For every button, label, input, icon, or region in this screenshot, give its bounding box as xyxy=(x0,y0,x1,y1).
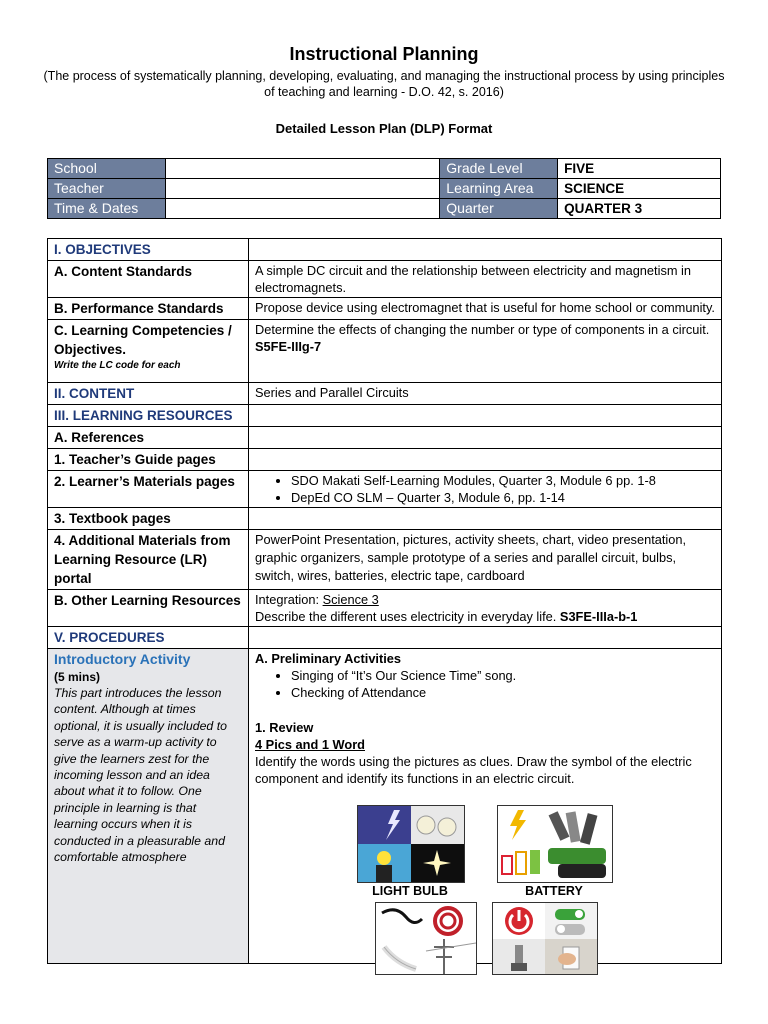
quarter-label: Quarter xyxy=(440,199,558,219)
objectives-value xyxy=(249,239,722,261)
teacher-value xyxy=(165,179,439,199)
textbook-value xyxy=(249,508,722,530)
performance-standards-text: Propose device using electromagnet that is useful for home school or community. xyxy=(249,298,722,320)
references-label: A. References xyxy=(48,427,249,449)
other-resources-label: B. Other Learning Resources xyxy=(48,590,249,627)
teacher-label: Teacher xyxy=(48,179,166,199)
time-label: Time & Dates xyxy=(48,199,166,219)
intro-mins: (5 mins) xyxy=(54,670,101,684)
intro-text: This part introduces the lesson content. Although at times optional, it is usually included to serve as a warm-up activity to give the learners zest for the incoming lesson and an idea about what it to follow. One principle in learning is that learning occurs when it is conducted in a pleasurable and comfortable atmosphere xyxy=(54,686,227,865)
battery-pictures xyxy=(497,805,613,883)
objectives-heading: I. OBJECTIVES xyxy=(48,239,249,261)
prelim-label: A. Preliminary Activities xyxy=(255,651,402,666)
content-standards-label: A. Content Standards xyxy=(48,261,249,298)
light-bulb-label: LIGHT BULB xyxy=(372,884,448,898)
page-subtitle: (The process of systematically planning, developing, evaluating, and managing the instructional process by using principles of teaching and learning - D.O. 42, s. 2016) xyxy=(43,69,725,99)
procedures-value xyxy=(249,627,722,649)
time-value xyxy=(165,199,439,219)
battery-label: BATTERY xyxy=(525,884,583,898)
content-standards-text: A simple DC circuit and the relationship between electricity and magnetism in electromagnets. xyxy=(249,261,722,298)
wire-pictures xyxy=(375,902,477,975)
grade-value: FIVE xyxy=(558,159,721,179)
learners-materials-label: 2. Learner’s Materials pages xyxy=(48,471,249,508)
resources-value xyxy=(249,405,722,427)
quarter-value: QUARTER 3 xyxy=(558,199,721,219)
competencies-code: S5FE-IIIg-7 xyxy=(255,339,322,354)
school-label: School xyxy=(48,159,166,179)
resources-heading: III. LEARNING RESOURCES xyxy=(48,405,249,427)
integration-prefix: Integration: xyxy=(255,592,323,607)
prelim-list xyxy=(255,667,715,701)
competencies-note: Write the LC code for each xyxy=(54,360,181,371)
review-label: 1. Review xyxy=(255,720,314,735)
review-text: Identify the words using the pictures as clues. Draw the symbol of the electric component and identify its functions in an electric circuit. xyxy=(255,754,692,786)
format-title: Detailed Lesson Plan (DLP) Format xyxy=(275,121,493,136)
introductory-activity-cell xyxy=(48,649,249,964)
list-item: • DepEd CO SLM – Quarter 3, Module 6, pp. 1-14 xyxy=(291,489,715,506)
list-item: • SDO Makati Self-Learning Modules, Quarter 3, Module 6 pp. 1-8 xyxy=(291,472,715,489)
competencies-text: Determine the effects of changing the number or type of components in a circuit. xyxy=(255,322,710,337)
area-value: SCIENCE xyxy=(558,179,721,199)
teachers-guide-value xyxy=(249,449,722,471)
grade-label: Grade Level xyxy=(440,159,558,179)
integration-subject: Science 3 xyxy=(322,592,379,607)
competencies-label: C. Learning Competencies / Objectives. xyxy=(54,323,232,357)
info-table xyxy=(47,158,721,219)
competencies-text-cell xyxy=(249,320,722,383)
procedures-heading: V. PROCEDURES xyxy=(48,627,249,649)
content-heading: II. CONTENT xyxy=(48,383,249,405)
review-title: 4 Pics and 1 Word xyxy=(255,737,365,752)
additional-materials-text: PowerPoint Presentation, pictures, activity sheets, chart, video presentation, graphic organizers, sample prototype of a series and parallel circuit, bulbs, switch, wires, batteries, electric tape, cardboard xyxy=(249,530,722,590)
switch-pictures xyxy=(492,902,598,975)
performance-standards-label: B. Performance Standards xyxy=(48,298,249,320)
content-text: Series and Parallel Circuits xyxy=(249,383,722,405)
learners-materials-list xyxy=(255,472,715,506)
other-resources-cell xyxy=(249,590,722,627)
competencies-cell xyxy=(48,320,249,383)
learners-materials-cell xyxy=(249,471,722,508)
light-bulb-pictures xyxy=(357,805,465,883)
integration-text: Describe the different uses electricity in everyday life. xyxy=(255,609,557,624)
references-value xyxy=(249,427,722,449)
list-item: • Checking of Attendance xyxy=(291,684,715,701)
textbook-label: 3. Textbook pages xyxy=(48,508,249,530)
page-title: Instructional Planning xyxy=(289,44,479,64)
integration-code: S3FE-IIIa-b-1 xyxy=(559,609,638,624)
additional-materials-label: 4. Additional Materials from Learning Resource (LR) portal xyxy=(48,530,249,590)
school-value xyxy=(165,159,439,179)
list-item: • Singing of “It’s Our Science Time” song. xyxy=(291,667,715,684)
teachers-guide-label: 1. Teacher’s Guide pages xyxy=(48,449,249,471)
introductory-activity-content xyxy=(249,649,722,964)
intro-title: Introductory Activity xyxy=(54,651,191,667)
area-label: Learning Area xyxy=(440,179,558,199)
